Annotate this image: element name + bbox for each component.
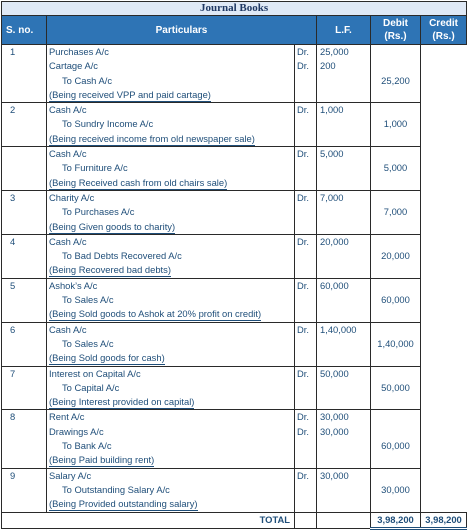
entry-credit-amount: 50,000 (381, 381, 410, 393)
entry-narration: (Being received income from old newspaper sale) (49, 132, 255, 144)
entry-debit-amount: 1,40,000 (320, 323, 357, 335)
entry-credit-amount (371, 59, 420, 73)
entry-sno: 9 (2, 468, 47, 512)
entry-credit-amount (371, 279, 420, 293)
entry-debit-amount (320, 293, 370, 307)
entry-account: Cash A/c (49, 235, 87, 247)
entry-sno: 5 (2, 278, 47, 322)
entry-lf (295, 468, 317, 512)
entry-dr-marker (297, 337, 316, 351)
entry-dr-marker: Dr. (297, 411, 309, 423)
entry-credit-amount: 1,000 (383, 118, 408, 130)
entry-credit-amount (371, 103, 420, 117)
entry-account: Cash A/c (49, 323, 87, 335)
entry-account: Cash A/c (49, 104, 87, 116)
entry-credit-amount (371, 469, 420, 483)
header-particulars: Particulars (47, 16, 317, 45)
entry-credit (371, 147, 421, 191)
entry-account: To Outstanding Salary A/c (62, 483, 170, 495)
entry-credit-amount: 25,200 (381, 74, 410, 86)
entry-account: Salary A/c (49, 469, 92, 481)
entry-credit (371, 45, 421, 103)
entry-debit-amount (320, 483, 370, 497)
header-debit (371, 16, 421, 45)
header-debit-label: Debit (383, 18, 408, 29)
entry-account: To Capital A/c (62, 381, 120, 393)
header-credit-unit: (Rs.) (432, 31, 455, 42)
entry-debit-amount: 20,000 (320, 235, 349, 247)
entry-debit-amount (320, 117, 370, 131)
entry-dr-marker (297, 249, 316, 263)
entry-debit-amount (320, 205, 370, 219)
entry-credit (371, 278, 421, 322)
entry-particulars (47, 410, 295, 468)
journal-entry-row (2, 410, 467, 468)
entry-dr-marker (297, 205, 316, 219)
entry-dr-marker: Dr. (297, 279, 309, 291)
entry-narration: (Being received VPP and paid cartage) (49, 88, 211, 100)
entry-sno: 8 (2, 410, 47, 468)
journal-entry-row (2, 278, 467, 322)
entry-lf (295, 147, 317, 191)
total-row (2, 512, 467, 528)
journal-table (1, 1, 467, 530)
entry-debit (317, 234, 371, 278)
entry-lf (295, 322, 317, 366)
entry-debit (317, 410, 371, 468)
entry-sno: 2 (2, 103, 47, 147)
entry-dr-marker: Dr. (297, 104, 309, 116)
entry-account: To Furniture A/c (62, 162, 128, 174)
entry-lf (295, 103, 317, 147)
entry-sno: 4 (2, 234, 47, 278)
entry-debit-amount: 30,000 (320, 425, 349, 437)
entry-dr-marker: Dr. (297, 235, 309, 247)
entry-account: Interest on Capital A/c (49, 367, 141, 379)
entry-account: Charity A/c (49, 191, 95, 203)
header-lf: L.F. (317, 16, 371, 45)
entry-dr-marker: Dr. (297, 148, 309, 160)
entry-credit-amount (371, 235, 420, 249)
entry-credit-amount: 30,000 (381, 483, 410, 495)
entry-narration: (Being Recovered bad debts) (49, 264, 171, 276)
entry-debit-amount (320, 249, 370, 263)
entry-particulars (47, 190, 295, 234)
entry-dr-marker: Dr. (297, 323, 309, 335)
entry-debit-amount (320, 337, 370, 351)
entry-lf (295, 410, 317, 468)
entry-debit-amount: 1,000 (320, 104, 344, 116)
entry-dr-marker (297, 161, 316, 175)
entry-lf (295, 45, 317, 103)
entry-particulars (47, 322, 295, 366)
total-label: TOTAL (2, 512, 295, 528)
entry-debit (317, 45, 371, 103)
entry-lf (295, 190, 317, 234)
journal-entry-row (2, 468, 467, 512)
entry-dr-marker: Dr. (297, 46, 309, 57)
journal-entry-row (2, 45, 467, 103)
entry-debit-amount: 30,000 (320, 469, 349, 481)
entry-debit-amount: 7,000 (320, 191, 344, 203)
entry-account: To Purchases A/c (62, 206, 135, 218)
entry-debit-amount (320, 161, 370, 175)
entry-particulars (47, 468, 295, 512)
entry-sno: 6 (2, 322, 47, 366)
entry-credit-amount (371, 323, 420, 337)
entry-credit-amount: 5,000 (383, 162, 408, 174)
entry-account: To Sales A/c (62, 294, 114, 306)
entry-debit-amount: 25,000 (320, 46, 349, 57)
entry-account: To Sales A/c (62, 337, 114, 349)
journal-entry-row (2, 366, 467, 410)
entry-credit-amount (371, 410, 420, 424)
entry-narration: (Being Paid building rent) (49, 454, 155, 466)
table-title: Journal Books (2, 2, 467, 16)
entry-narration: (Being Sold goods for cash) (49, 352, 165, 364)
entry-dr-marker (297, 483, 316, 497)
entry-debit-amount (320, 381, 370, 395)
entry-debit-amount: 30,000 (320, 411, 349, 423)
entry-credit (371, 410, 421, 468)
entry-sno: 7 (2, 366, 47, 410)
entry-debit (317, 190, 371, 234)
entry-account: Cartage A/c (49, 60, 98, 72)
entry-credit-amount: 60,000 (381, 294, 410, 306)
entry-lf (295, 366, 317, 410)
entry-narration: (Being Interest provided on capital) (49, 396, 195, 408)
journal-entry-row (2, 103, 467, 147)
entry-credit-amount: 7,000 (383, 206, 408, 218)
total-credit: 3,98,200 (421, 512, 467, 528)
entry-sno: 1 (2, 45, 47, 103)
entry-debit (317, 147, 371, 191)
entry-debit (317, 103, 371, 147)
entry-particulars (47, 103, 295, 147)
entry-credit (371, 234, 421, 278)
entry-particulars (47, 366, 295, 410)
entry-dr-marker (297, 74, 316, 88)
entry-credit (371, 322, 421, 366)
entry-dr-marker (297, 293, 316, 307)
entry-account: Drawings A/c (49, 425, 104, 437)
entry-credit-amount (371, 191, 420, 205)
entry-account: Cash A/c (49, 148, 87, 160)
total-debit: 3,98,200 (371, 512, 421, 528)
entry-credit-amount (371, 425, 420, 439)
entry-dr-marker: Dr. (297, 191, 309, 203)
header-credit-label: Credit (429, 18, 458, 29)
header-row (2, 16, 467, 45)
entry-credit-amount (371, 147, 420, 161)
entry-account: To Bad Debts Recovered A/c (62, 250, 182, 262)
entry-dr-marker: Dr. (297, 425, 309, 437)
entry-particulars (47, 278, 295, 322)
header-sno: S. no. (2, 16, 47, 45)
journal-entry-row (2, 190, 467, 234)
entry-lf (295, 278, 317, 322)
entry-credit (371, 103, 421, 147)
entry-debit (317, 366, 371, 410)
entry-account: Ashok’s A/c (49, 279, 98, 291)
entry-dr-marker (297, 439, 316, 453)
entry-credit-amount: 20,000 (381, 250, 410, 262)
entry-account: To Bank A/c (62, 440, 112, 452)
entry-credit-amount (371, 45, 420, 59)
entry-sno: 3 (2, 190, 47, 234)
entry-narration: (Being Provided outstanding salary) (49, 498, 198, 510)
entry-credit (371, 190, 421, 234)
entry-debit-amount: 5,000 (320, 148, 344, 160)
journal-entry-row (2, 322, 467, 366)
entry-particulars (47, 45, 295, 103)
entry-dr-marker (297, 117, 316, 131)
entry-narration: (Being Given goods to charity) (49, 220, 176, 232)
entry-dr-marker: Dr. (297, 367, 309, 379)
header-debit-unit: (Rs.) (384, 31, 407, 42)
header-credit (421, 16, 467, 45)
entry-credit-amount: 60,000 (381, 440, 410, 452)
entry-debit-amount: 200 (320, 60, 336, 72)
entry-account: Rent A/c (49, 411, 85, 423)
journal-entry-row (2, 147, 467, 191)
entry-debit-amount: 50,000 (320, 367, 349, 379)
entry-debit-amount (320, 74, 370, 88)
entry-narration: (Being Sold goods to Ashok at 20% profit on credit) (49, 308, 262, 320)
entry-debit (317, 278, 371, 322)
entry-debit (317, 322, 371, 366)
entry-particulars (47, 147, 295, 191)
entry-sno (2, 147, 47, 191)
journal-entry-row (2, 234, 467, 278)
entry-account: Purchases A/c (49, 46, 109, 57)
entry-account: To Sundry Income A/c (62, 118, 154, 130)
entry-dr-marker (297, 381, 316, 395)
entry-credit (371, 366, 421, 410)
journal-entries (2, 45, 467, 513)
entry-lf (295, 234, 317, 278)
entry-dr-marker: Dr. (297, 469, 309, 481)
entry-narration: (Being Received cash from old chairs sale) (49, 176, 228, 188)
entry-debit-amount (320, 439, 370, 453)
entry-dr-marker: Dr. (297, 60, 309, 72)
entry-particulars (47, 234, 295, 278)
entry-credit-amount: 1,40,000 (377, 337, 414, 349)
entry-credit (371, 468, 421, 512)
entry-debit (317, 468, 371, 512)
entry-credit-amount (371, 367, 420, 381)
entry-debit-amount: 60,000 (320, 279, 349, 291)
entry-account: To Cash A/c (62, 74, 113, 86)
